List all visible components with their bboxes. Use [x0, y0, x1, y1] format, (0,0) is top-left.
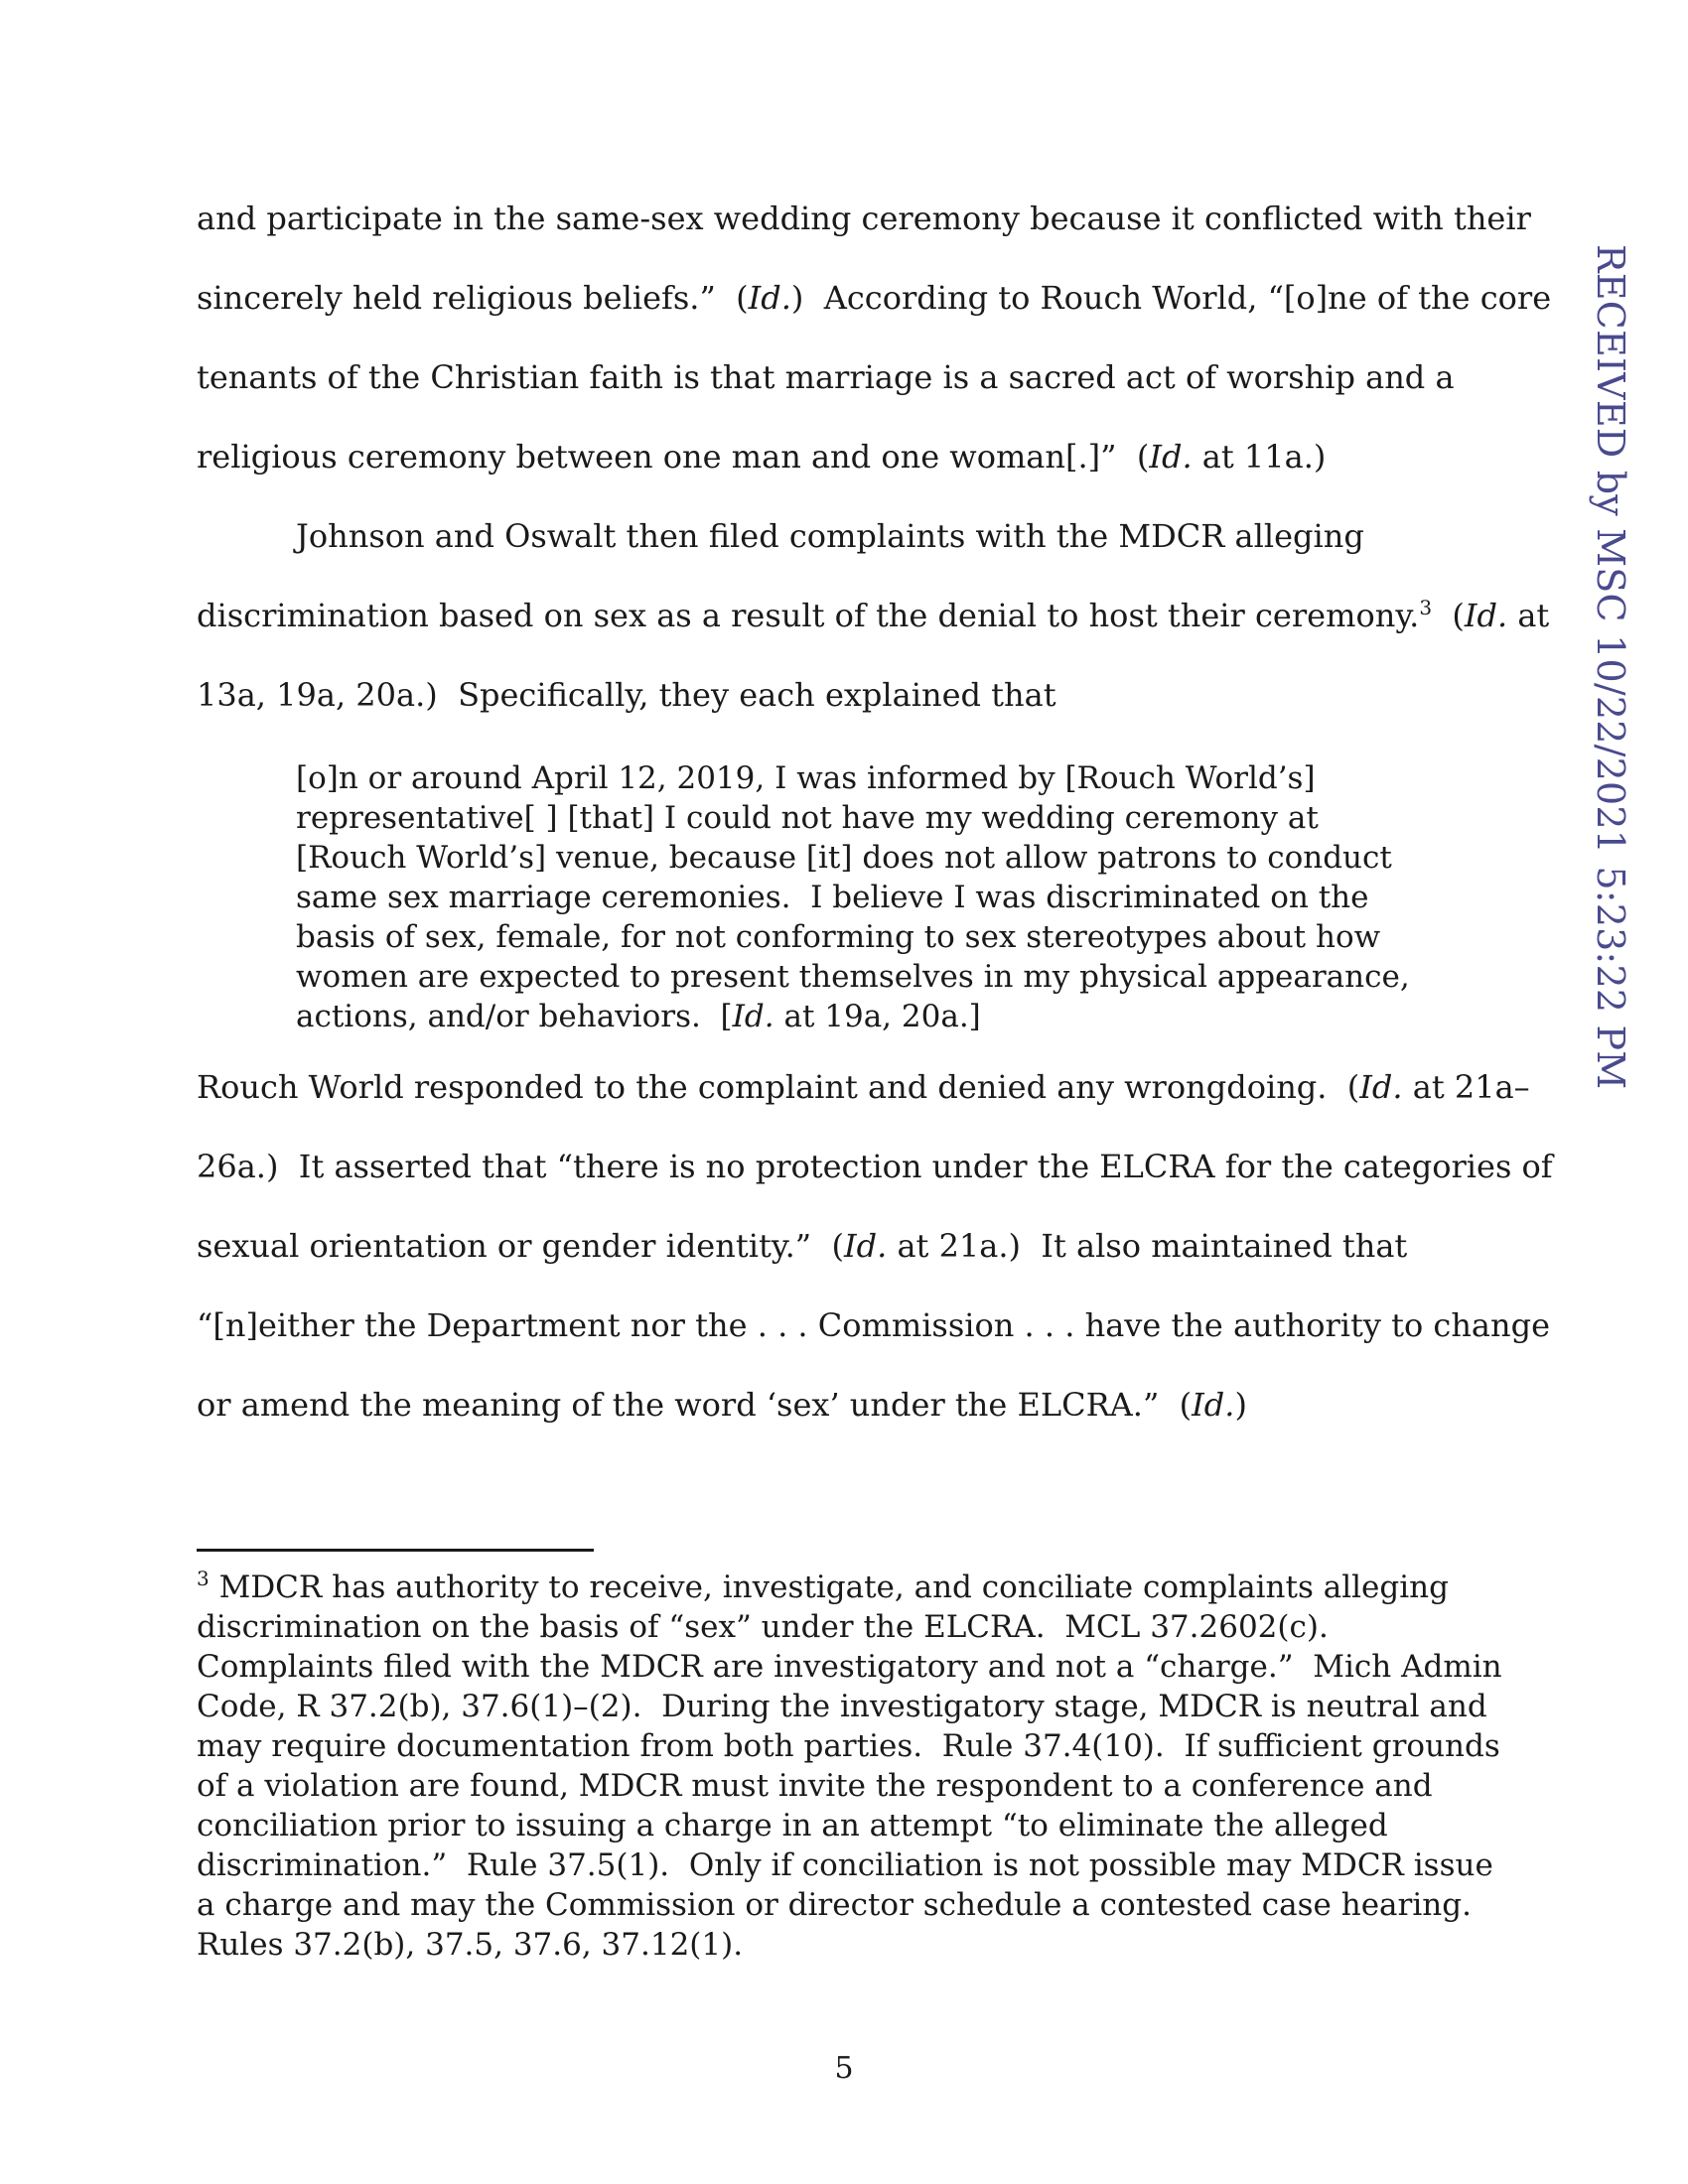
- quote-line-7: actions, and/or behaviors. [Id. at 19a, 20a.]: [296, 999, 981, 1034]
- footnote-line-1-text: MDCR has authority to receive, investigate, and conciliate complaints alleging: [209, 1570, 1449, 1605]
- footnote-marker: 3: [197, 1567, 210, 1590]
- body2-line-2: 26a.) It asserted that “there is no protection under the ELCRA for the categories of: [197, 1148, 1553, 1185]
- body2-line-5: or amend the meaning of the word ‘sex’ under the ELCRA.” (Id.): [197, 1386, 1247, 1424]
- footnote-line-7: conciliation prior to issuing a charge in an attempt “to eliminate the alleged: [197, 1808, 1388, 1843]
- body-line-2: sincerely held religious beliefs.” (Id.) According to Rouch World, “[o]ne of the core: [197, 279, 1552, 317]
- quote-line-6: women are expected to present themselves in my physical appearance,: [296, 959, 1410, 995]
- body-line-6-text: discrimination based on sex as a result of the denial to host their ceremony.: [197, 597, 1420, 634]
- body-line-5: Johnson and Oswalt then filed complaints with the MDCR alleging: [296, 517, 1364, 555]
- quote-line-2: representative[ ] [that] I could not have my wedding ceremony at: [296, 800, 1319, 836]
- body-line-4: religious ceremony between one man and one woman[.]” (Id. at 11a.): [197, 438, 1327, 476]
- footnote-line-2: discrimination on the basis of “sex” under the ELCRA. MCL 37.2602(c).: [197, 1609, 1329, 1645]
- quote-line-1: [o]n or around April 12, 2019, I was informed by [Rouch World’s]: [296, 760, 1316, 796]
- quote-line-5: basis of sex, female, for not conforming to sex stereotypes about how: [296, 919, 1381, 955]
- footnote-line-4: Code, R 37.2(b), 37.6(1)–(2). During the investigatory stage, MDCR is neutral and: [197, 1689, 1487, 1724]
- footnote-line-10: Rules 37.2(b), 37.5, 37.6, 37.12(1).: [197, 1927, 744, 1963]
- footnote-separator: [197, 1549, 594, 1552]
- page-number: 5: [834, 2051, 854, 2086]
- received-stamp: RECEIVED by MSC 10/22/2021 5:23:22 PM: [1589, 244, 1632, 1090]
- footnote-line-6: of a violation are found, MDCR must invite the respondent to a conference and: [197, 1768, 1433, 1804]
- footnote-line-9: a charge and may the Commission or director schedule a contested case hearing.: [197, 1887, 1472, 1923]
- footnote-line-1: [197, 1569, 1449, 1609]
- body2-line-3: sexual orientation or gender identity.” (Id. at 21a.) It also maintained that: [197, 1227, 1408, 1265]
- body-line-6-cite: (Id. at: [1432, 597, 1550, 634]
- quote-line-4: same sex marriage ceremonies. I believe I was discriminated on the: [296, 880, 1369, 915]
- footnote-ref: 3: [1419, 596, 1433, 619]
- footnote-line-3: Complaints filed with the MDCR are investigatory and not a “charge.” Mich Admin: [197, 1649, 1502, 1685]
- body-line-1: and participate in the same-sex wedding ceremony because it conflicted with their: [197, 200, 1531, 237]
- body-line-3: tenants of the Christian faith is that marriage is a sacred act of worship and a: [197, 358, 1455, 396]
- body2-line-1: Rouch World responded to the complaint and denied any wrongdoing. (Id. at 21a–: [197, 1068, 1530, 1106]
- body-line-7: 13a, 19a, 20a.) Specifically, they each explained that: [197, 676, 1056, 714]
- footnote-line-8: discrimination.” Rule 37.5(1). Only if conciliation is not possible may MDCR issue: [197, 1847, 1493, 1883]
- footnote-line-5: may require documentation from both parties. Rule 37.4(10). If sufficient grounds: [197, 1728, 1500, 1764]
- body-line-6: [197, 596, 1549, 639]
- body2-line-4: “[n]either the Department nor the . . . Commission . . . have the authority to change: [197, 1306, 1551, 1344]
- quote-line-3: [Rouch World’s] venue, because [it] does not allow patrons to conduct: [296, 840, 1392, 876]
